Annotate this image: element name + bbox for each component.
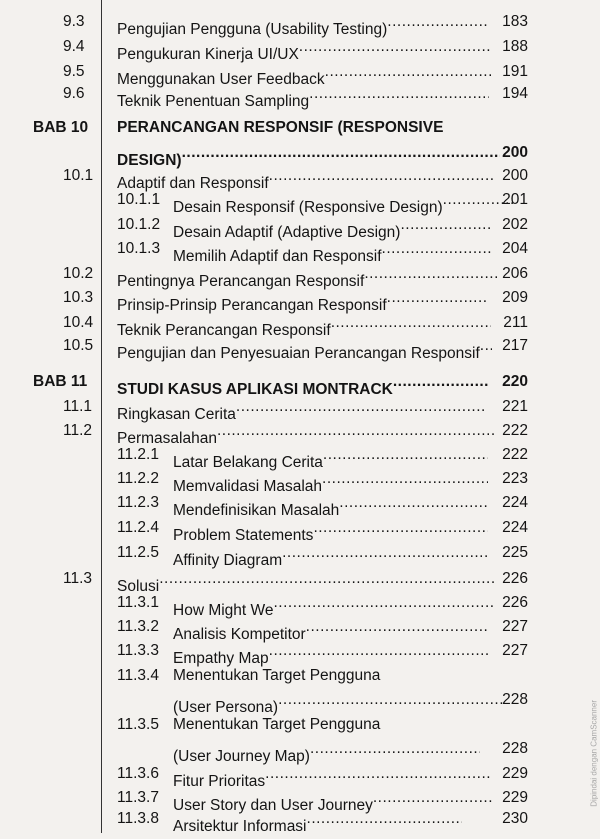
toc-entry[interactable] <box>0 163 600 192</box>
entry-number: 10.5 <box>63 337 94 354</box>
chapter-number: BAB 10 <box>33 119 89 136</box>
entry-title: Prinsip-Prinsip Perancangan Responsif..... <box>117 285 487 318</box>
entry-page: 201 <box>502 191 528 208</box>
toc-subentry[interactable] <box>0 761 600 790</box>
entry-page: 230 <box>502 810 528 827</box>
entry-page: 211 <box>503 314 528 331</box>
entry-number: 10.2 <box>63 265 94 282</box>
leader-dots <box>313 515 488 540</box>
entry-page: 226 <box>502 570 528 587</box>
toc-subentry[interactable] <box>0 638 600 667</box>
entry-title: Menggunakan User Feedback..... <box>117 59 493 92</box>
entry-title: Latar Belakang Cerita..... <box>173 442 488 475</box>
entry-number: 10.3 <box>63 289 94 306</box>
entry-page: 221 <box>502 398 528 415</box>
leader-dots <box>269 638 491 663</box>
leader-dots <box>382 236 492 261</box>
entry-page: 204 <box>502 240 528 257</box>
entry-title: Adaptif dan Responsif..... <box>117 163 494 196</box>
leader-dots <box>310 736 480 761</box>
leader-dots <box>339 490 489 515</box>
toc-subentry[interactable] <box>0 663 600 688</box>
leader-dots <box>182 140 500 165</box>
entry-title: Solusi..... <box>117 566 494 599</box>
toc-subentry[interactable] <box>0 712 600 737</box>
leader-dots <box>274 590 494 615</box>
entry-title: Teknik Penentuan Sampling..... <box>117 81 489 114</box>
entry-number: 10.1 <box>63 167 94 184</box>
entry-number: 11.2.5 <box>117 544 159 561</box>
entry-number: 11.3.8 <box>117 810 159 827</box>
toc-entry[interactable] <box>0 285 600 314</box>
leader-dots <box>299 34 491 59</box>
entry-title: Pengujian dan Penyesuaian Perancangan Responsif..... <box>117 333 492 366</box>
entry-title: Arsitektur Informasi..... <box>173 806 462 839</box>
toc-entry[interactable] <box>0 418 600 447</box>
leader-dots <box>282 540 487 565</box>
entry-page: 223 <box>502 470 528 487</box>
toc-subentry[interactable] <box>0 236 600 265</box>
entry-number: 10.1.2 <box>117 216 161 233</box>
toc-entry[interactable] <box>0 310 600 339</box>
leader-dots <box>306 614 488 639</box>
entry-number: 11.3.4 <box>117 667 159 684</box>
entry-number: 11.3 <box>63 570 93 587</box>
leader-dots <box>400 212 492 237</box>
entry-page: 227 <box>502 618 528 635</box>
entry-number: 10.4 <box>63 314 94 331</box>
entry-number: 10.1.1 <box>117 191 161 208</box>
entry-number: 11.1 <box>63 398 93 415</box>
chapter-entry-cont <box>0 140 600 169</box>
chapter-entry[interactable] <box>0 115 600 140</box>
toc-subentry[interactable] <box>0 212 600 241</box>
toc-subentry[interactable] <box>0 187 600 216</box>
chapter-entry[interactable] <box>0 369 600 398</box>
entry-title: Mendefinisikan Masalah..... <box>173 490 489 523</box>
chapter-number: BAB 11 <box>33 373 88 390</box>
entry-page: 225 <box>502 544 528 561</box>
entry-number: 9.4 <box>63 38 85 55</box>
leader-dots <box>265 761 490 786</box>
entry-title: Pengujian Pengguna (Usability Testing)..... <box>117 9 487 42</box>
entry-page: 217 <box>502 337 528 354</box>
entry-page: 228 <box>502 691 528 708</box>
leader-dots <box>323 442 488 467</box>
entry-number: 9.5 <box>63 63 85 80</box>
entry-number: 10.1.3 <box>117 240 161 257</box>
toc-subentry-cont <box>0 687 600 716</box>
entry-page: 194 <box>502 85 528 102</box>
entry-title: Pengukuran Kinerja UI/UX..... <box>117 34 491 67</box>
leader-dots <box>217 418 497 443</box>
entry-page: 229 <box>502 789 528 806</box>
entry-number: 11.2.2 <box>117 470 159 487</box>
entry-page: 226 <box>502 594 528 611</box>
entry-title: User Story dan User Journey..... <box>173 785 493 818</box>
entry-number: 11.2.4 <box>117 519 159 536</box>
entry-title: Desain Responsif (Responsive Design)..... <box>173 187 515 220</box>
toc-entry[interactable] <box>0 261 600 290</box>
entry-page: 224 <box>502 519 528 536</box>
chapter-title: PERANCANGAN RESPONSIF (RESPONSIVE <box>117 119 444 136</box>
leader-dots <box>387 9 487 34</box>
entry-title: Empathy Map..... <box>173 638 491 671</box>
entry-title: Ringkasan Cerita..... <box>117 394 486 427</box>
entry-title: How Might We..... <box>173 590 494 623</box>
leader-dots <box>278 687 503 712</box>
entry-page: 228 <box>502 740 528 757</box>
entry-title-cont: (User Journey Map)..... <box>173 736 480 769</box>
entry-title: Fitur Prioritas..... <box>173 761 490 794</box>
entry-page: 222 <box>502 422 528 439</box>
toc-subentry[interactable] <box>0 442 600 471</box>
toc-subentry[interactable] <box>0 806 600 835</box>
entry-page: 229 <box>502 765 528 782</box>
entry-number: 9.3 <box>63 13 85 30</box>
toc-entry[interactable] <box>0 394 600 423</box>
leader-dots <box>236 394 486 419</box>
toc-subentry[interactable] <box>0 466 600 495</box>
entry-number: 9.6 <box>63 85 85 102</box>
toc-subentry[interactable] <box>0 515 600 544</box>
entry-title: Affinity Diagram..... <box>173 540 487 573</box>
toc-subentry[interactable] <box>0 614 600 643</box>
entry-number: 11.2.1 <box>117 446 159 463</box>
chapter-page: 220 <box>502 373 528 390</box>
scanner-watermark: Dipindai dengan CamScanner <box>590 700 599 807</box>
toc-subentry-cont <box>0 736 600 765</box>
chapter-page: 200 <box>502 144 528 161</box>
leader-dots <box>307 806 462 831</box>
entry-title: Memvalidasi Masalah..... <box>173 466 488 499</box>
entry-number: 11.2.3 <box>117 494 159 511</box>
entry-page: 200 <box>502 167 528 184</box>
leader-dots <box>322 466 488 491</box>
entry-number: 11.3.3 <box>117 642 159 659</box>
entry-number: 11.3.5 <box>117 716 159 733</box>
entry-title: Menentukan Target Pengguna <box>173 667 381 684</box>
entry-title: Menentukan Target Pengguna <box>173 716 381 733</box>
entry-number: 11.3.6 <box>117 765 159 782</box>
leader-dots <box>159 566 494 591</box>
entry-title: Analisis Kompetitor..... <box>173 614 488 647</box>
toc-entry[interactable] <box>0 9 600 38</box>
entry-number: 11.3.2 <box>117 618 159 635</box>
entry-title: Pentingnya Perancangan Responsif..... <box>117 261 499 294</box>
toc-entry[interactable] <box>0 333 600 362</box>
entry-title: Problem Statements..... <box>173 515 488 548</box>
entry-page: 202 <box>502 216 528 233</box>
entry-page: 209 <box>502 289 528 306</box>
toc-subentry[interactable] <box>0 490 600 519</box>
leader-dots <box>387 285 487 310</box>
leader-dots <box>269 163 494 188</box>
leader-dots <box>364 261 499 286</box>
leader-dots <box>393 369 488 394</box>
entry-number: 11.2 <box>63 422 93 439</box>
toc-subentry[interactable] <box>0 590 600 619</box>
entry-page: 188 <box>502 38 528 55</box>
toc-entry[interactable] <box>0 566 600 595</box>
entry-number: 11.3.1 <box>117 594 159 611</box>
leader-dots <box>309 81 489 106</box>
entry-page: 222 <box>502 446 528 463</box>
chapter-title: STUDI KASUS APLIKASI MONTRACK..... <box>117 369 488 402</box>
entry-page: 206 <box>502 265 528 282</box>
toc-subentry[interactable] <box>0 540 600 569</box>
entry-title: Permasalahan..... <box>117 418 497 451</box>
entry-page: 227 <box>502 642 528 659</box>
chapter-title-cont: DESIGN)..... <box>117 140 500 173</box>
entry-title: Teknik Perancangan Responsif..... <box>117 310 491 343</box>
entry-page: 183 <box>502 13 528 30</box>
entry-number: 11.3.7 <box>117 789 159 806</box>
entry-title: Desain Adaptif (Adaptive Design)..... <box>173 212 492 245</box>
entry-title-cont: (User Persona)..... <box>173 687 503 720</box>
leader-dots <box>331 310 491 335</box>
entry-page: 224 <box>502 494 528 511</box>
toc-entry[interactable] <box>0 81 600 110</box>
entry-page: 191 <box>502 63 528 80</box>
toc-entry[interactable] <box>0 34 600 63</box>
entry-title: Memilih Adaptif dan Responsif..... <box>173 236 492 269</box>
